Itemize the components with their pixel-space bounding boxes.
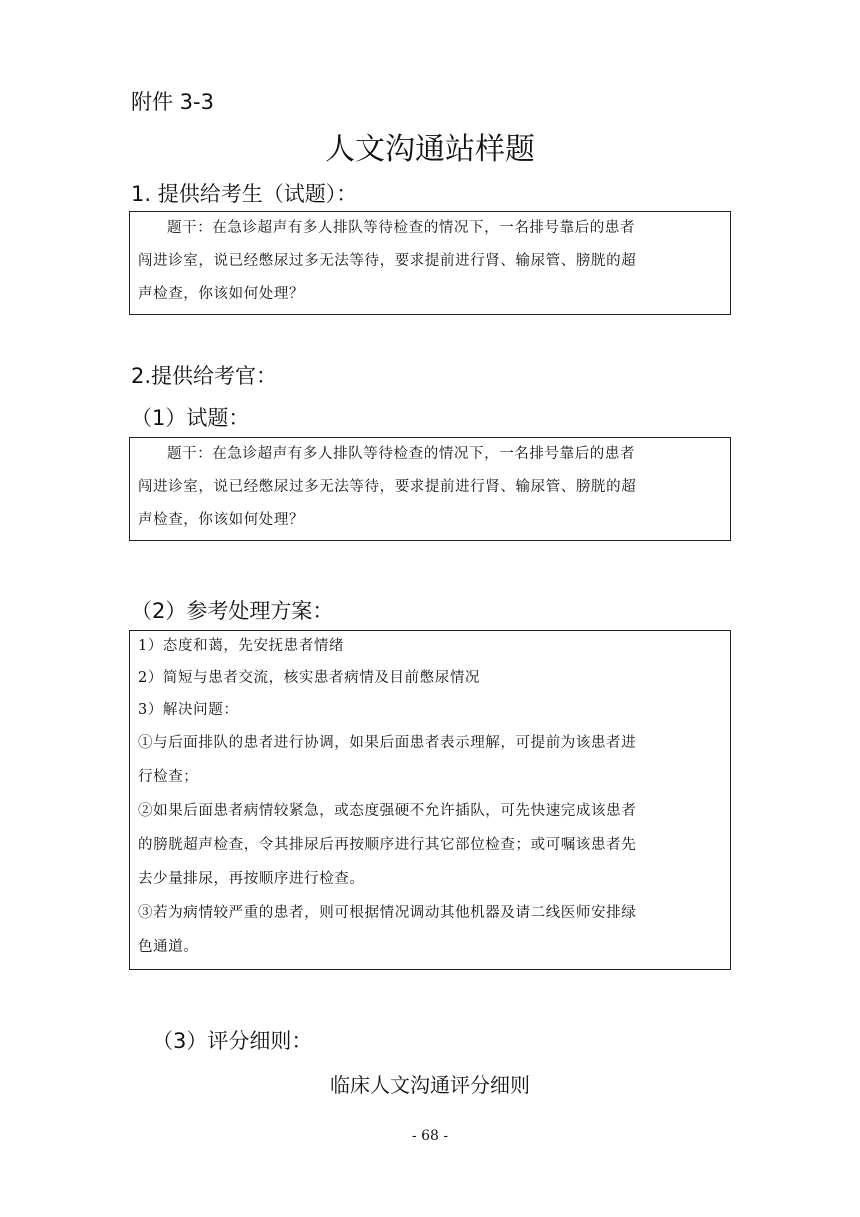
examiner-question-box [129, 437, 731, 541]
question-line: 题干：在急诊超声有多人排队等待检查的情况下，一名排号靠后的患者 [167, 446, 636, 462]
sub2-heading: （2）参考处理方案： [131, 599, 334, 623]
plan-line: ①与后面排队的患者进行协调，如果后面患者表示理解，可提前为该患者进 [138, 735, 637, 751]
sub1-heading: （1）试题： [131, 406, 250, 430]
plan-line: 色通道。 [138, 939, 199, 955]
section1-heading: 1. 提供给考生（试题）： [131, 182, 358, 206]
question-line: 闯进诊室，说已经憋尿过多无法等待，要求提前进行肾、输尿管、膀胱的超 [138, 253, 637, 269]
plan-line: 1）态度和蔼，先安抚患者情绪 [138, 638, 345, 654]
plan-line: 3）解决问题： [138, 702, 239, 718]
candidate-question-box [129, 211, 731, 315]
scoring-subtitle: 临床人文沟通评分细则 [330, 1073, 530, 1097]
reference-plan-box [129, 630, 731, 970]
plan-line: ③若为病情较严重的患者，则可根据情况调动其他机器及请二线医师安排绿 [138, 905, 637, 921]
section2-heading: 2.提供给考官： [131, 364, 278, 388]
question-line: 闯进诊室，说已经憋尿过多无法等待，要求提前进行肾、输尿管、膀胱的超 [138, 479, 637, 495]
question-line: 题干：在急诊超声有多人排队等待检查的情况下，一名排号靠后的患者 [167, 220, 636, 236]
plan-line: 行检查； [138, 769, 199, 785]
plan-line: 去少量排尿，再按顺序进行检查。 [138, 871, 365, 887]
attachment-label: 附件 3-3 [131, 90, 214, 114]
page-number: - 68 - [411, 1128, 449, 1144]
sub3-heading: （3）评分细则： [152, 1029, 313, 1053]
plan-line: ②如果后面患者病情较紧急，或态度强硬不允许插队，可先快速完成该患者 [138, 803, 637, 819]
page-title: 人文沟通站样题 [325, 132, 535, 167]
question-line: 声检查，你该如何处理？ [138, 286, 305, 302]
plan-line: 2）简短与患者交流，核实患者病情及目前憋尿情况 [138, 670, 481, 686]
plan-line: 的膀胱超声检查，令其排尿后再按顺序进行其它部位检查；或可嘱该患者先 [138, 837, 637, 853]
question-line: 声检查，你该如何处理？ [138, 512, 305, 528]
